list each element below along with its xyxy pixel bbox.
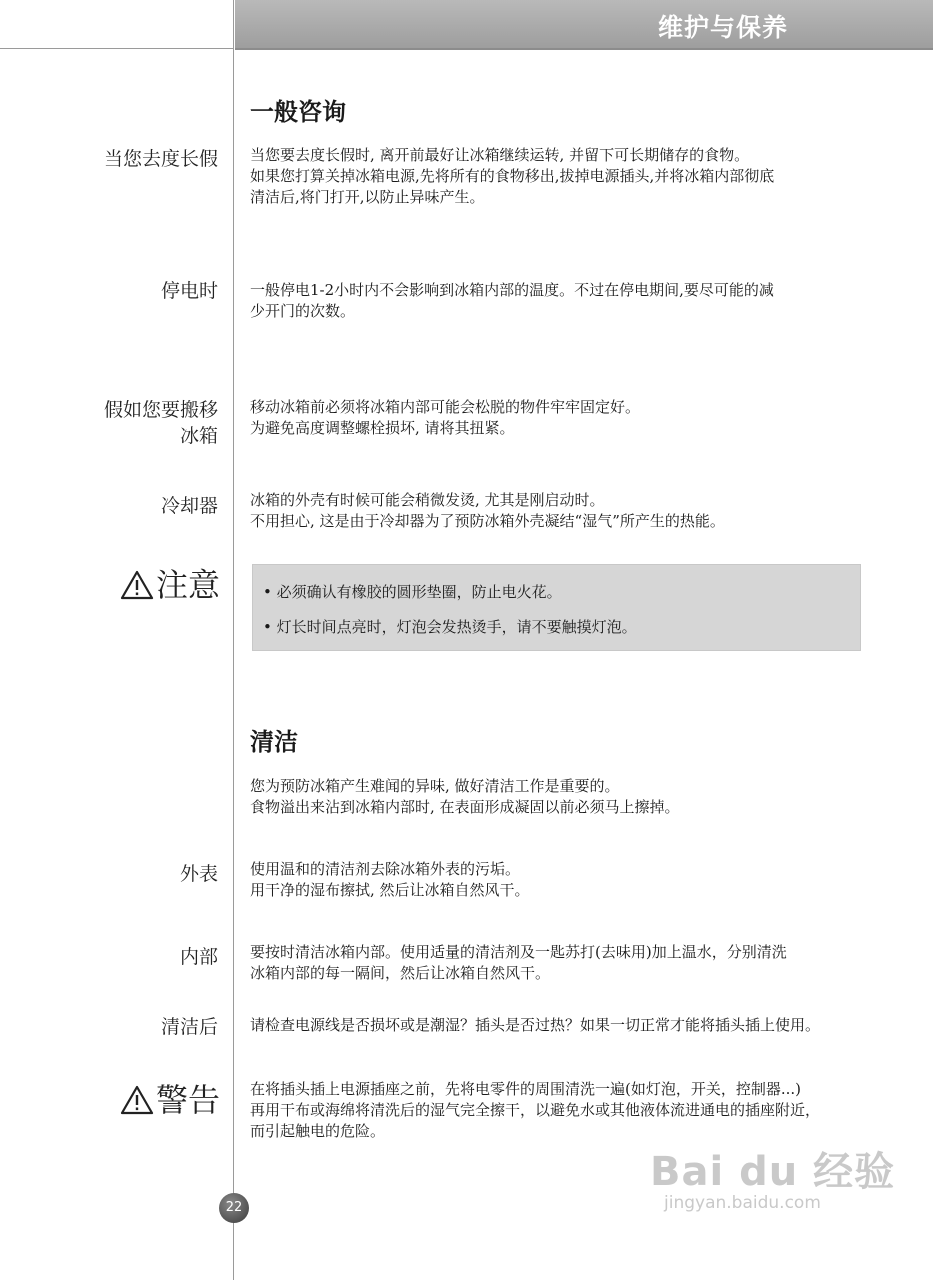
power-outage-label: 停电时 [160, 280, 218, 302]
text-line: 您为预防冰箱产生难闻的异味, 做好清洁工作是重要的。 [250, 777, 620, 795]
section-title: 维护与保养 [657, 13, 788, 42]
label-line: 冰箱 [179, 425, 218, 447]
text-line: 在将插头插上电源插座之前，先将电零件的周围清洗一遍(如灯泡，开关，控制器...) [250, 1080, 802, 1098]
moving-text [250, 397, 910, 439]
text-line: 如果您打算关掉冰箱电源,先将所有的食物移出,拔掉电源插头,并将冰箱内部彻底 [250, 167, 775, 185]
moving-label [104, 397, 218, 449]
interior-text [250, 942, 910, 984]
text-line: 使用温和的清洁剂去除冰箱外表的污垢。 [250, 860, 521, 878]
caution-item: • 灯长时间点亮时，灯泡会发热烫手，请不要触摸灯泡。 [263, 618, 637, 636]
caution-label [120, 565, 220, 605]
header-bar [235, 0, 933, 50]
condenser-text [250, 490, 910, 532]
text-line: 而引起触电的危险。 [250, 1122, 386, 1140]
page-number: 22 [219, 1193, 249, 1223]
watermark-url: jingyan.baidu.com [664, 1193, 821, 1213]
condenser-label: 冷却器 [160, 495, 218, 517]
text-line: 当您要去度长假时, 离开前最好让冰箱继续运转, 并留下可长期储存的食物。 [250, 146, 750, 164]
text-line: 为避免高度调整螺栓损坏, 请将其扭紧。 [250, 419, 515, 437]
power-outage-text [250, 280, 910, 322]
cleaning-intro [250, 776, 910, 818]
text-line: 冰箱内部的每一隔间，然后让冰箱自然风干。 [250, 964, 551, 982]
vacation-text [250, 145, 910, 208]
vacation-label: 当您去度长假 [103, 148, 218, 170]
caution-text: 注意 [155, 566, 220, 604]
text-line: 清洁后,将门打开,以防止异味产生。 [250, 188, 485, 206]
text-line: 移动冰箱前必须将冰箱内部可能会松脱的物件牢牢固定好。 [250, 398, 641, 416]
label-line: 假如您要搬移 [103, 399, 218, 421]
exterior-label: 外表 [179, 863, 218, 885]
warning-text: 警告 [155, 1081, 220, 1119]
text-line: 食物溢出来沾到冰箱内部时, 在表面形成凝固以前必须马上擦掉。 [250, 798, 680, 816]
caution-item: • 必须确认有橡胶的圆形垫圈，防止电火花。 [263, 583, 562, 601]
column-divider [233, 0, 234, 1280]
warning-body [250, 1079, 910, 1142]
text-line: 再用干布或海绵将清洗后的湿气完全擦干，以避免水或其他液体流进通电的插座附近， [250, 1101, 821, 1119]
general-heading: 一般咨询 [250, 98, 346, 126]
cleaning-heading: 清洁 [250, 728, 298, 756]
after-cleaning-text [250, 1015, 910, 1036]
warning-triangle-icon [120, 569, 154, 601]
watermark-logo: Bai du 经验 [650, 1149, 896, 1195]
interior-label: 内部 [179, 946, 218, 968]
warning-label [120, 1080, 220, 1120]
text-line: 请检查电源线是否损坏或是潮湿？插头是否过热？如果一切正常才能将插头插上使用。 [250, 1016, 821, 1034]
caution-box [252, 564, 861, 651]
text-line: 要按时清洁冰箱内部。使用适量的清洁剂及一匙苏打(去味用)加上温水，分别清洗 [250, 943, 787, 961]
header-rule [0, 48, 233, 49]
text-line: 用干净的湿布擦拭, 然后让冰箱自然风干。 [250, 881, 530, 899]
watermark [650, 1140, 895, 1213]
text-line: 冰箱的外壳有时候可能会稍微发烫, 尤其是刚启动时。 [250, 491, 605, 509]
text-line: 一般停电1-2小时内不会影响到冰箱内部的温度。不过在停电期间,要尽可能的减 [250, 281, 774, 299]
after-cleaning-label: 清洁后 [160, 1016, 218, 1038]
warning-triangle-icon [120, 1084, 154, 1116]
text-line: 不用担心, 这是由于冷却器为了预防冰箱外壳凝结“湿气”所产生的热能。 [250, 512, 725, 530]
text-line: 少开门的次数。 [250, 302, 356, 320]
exterior-text [250, 859, 910, 901]
